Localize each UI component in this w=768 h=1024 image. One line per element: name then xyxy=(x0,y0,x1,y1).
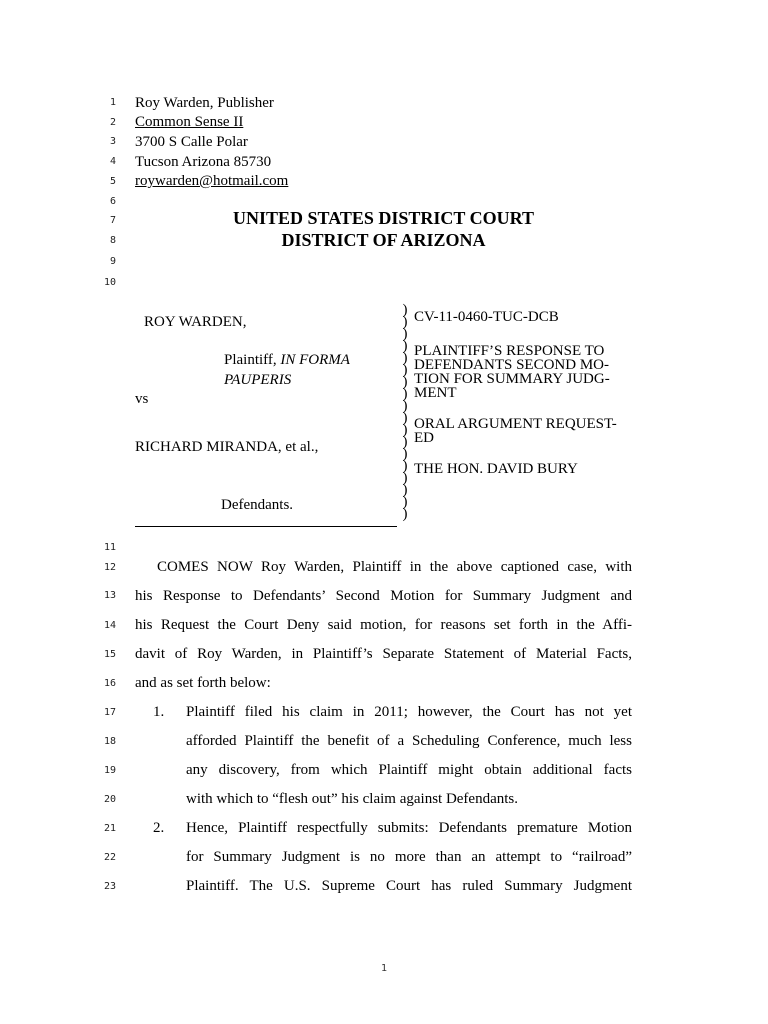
court-name: UNITED STATES DISTRICT COURT xyxy=(233,208,534,228)
line-number: 9 xyxy=(109,256,116,267)
author-name: Roy Warden, Publisher xyxy=(135,95,274,111)
caption-rule xyxy=(135,526,397,527)
publication-name: Common Sense II xyxy=(135,114,244,130)
line-number: 7 xyxy=(109,215,116,226)
street-address: 3700 S Calle Polar xyxy=(135,134,248,150)
ifp-label-2: PAUPERIS xyxy=(224,372,292,388)
plaintiff-name: ROY WARDEN, xyxy=(144,314,247,330)
item-number-2: 2. xyxy=(153,820,165,836)
line-number: 4 xyxy=(109,156,116,167)
defendant-role: Defendants. xyxy=(221,497,294,513)
line-number: 6 xyxy=(109,196,116,207)
body-line-18: afforded Plaintiff the benefit of a Scheduling Conference, much less xyxy=(186,733,632,749)
line-number: 18 xyxy=(103,736,116,747)
ifp-label-1: IN FORMA xyxy=(280,352,350,368)
line-number: 3 xyxy=(109,136,116,147)
line-number: 16 xyxy=(103,678,116,689)
body-line-21: Hence, Plaintiff respectfully submits: Defendants premature Motion xyxy=(186,820,632,836)
line-number: 21 xyxy=(103,823,116,834)
body-line-22: for Summary Judgment is no more than an attempt to “railroad” xyxy=(186,849,632,865)
line-number: 5 xyxy=(109,176,116,187)
line-number: 19 xyxy=(103,765,116,776)
page-number: 1 xyxy=(380,963,388,974)
body-line-17: Plaintiff filed his claim in 2011; however, the Court has not yet xyxy=(186,704,632,720)
body-line-19: any discovery, from which Plaintiff might obtain additional facts xyxy=(186,762,632,778)
line-number: 20 xyxy=(103,794,116,805)
body-line-12: COMES NOW Roy Warden, Plaintiff in the above captioned case, with xyxy=(157,559,632,575)
city-state-zip: Tucson Arizona 85730 xyxy=(135,154,272,170)
body-line-15: davit of Roy Warden, in Plaintiff’s Separate Statement of Material Facts, xyxy=(135,646,632,662)
line-number: 8 xyxy=(109,235,116,246)
versus-label: vs xyxy=(135,391,149,407)
document-title: PLAINTIFF’S RESPONSE TO DEFENDANTS SECOND MO- TION FOR SUMMARY JUDG- MENT xyxy=(414,343,610,401)
line-number: 15 xyxy=(103,649,116,660)
line-number: 17 xyxy=(103,707,116,718)
court-district: DISTRICT OF ARIZONA xyxy=(281,230,486,250)
line-number: 11 xyxy=(103,542,116,553)
body-line-14: his Request the Court Deny said motion, for reasons set forth in the Affi- xyxy=(135,617,632,633)
plaintiff-role xyxy=(224,351,350,369)
body-line-23: Plaintiff. The U.S. Supreme Court has ruled Summary Judgment xyxy=(186,878,632,894)
oral-argument-request: ORAL ARGUMENT REQUEST- ED xyxy=(414,416,617,446)
email-address: roywarden@hotmail.com xyxy=(135,173,289,189)
line-number: 2 xyxy=(109,117,116,128)
body-line-20: with which to “flesh out” his claim against Defendants. xyxy=(186,791,518,807)
judge-name: THE HON. DAVID BURY xyxy=(414,461,578,477)
line-number: 13 xyxy=(103,590,116,601)
line-number: 12 xyxy=(103,562,116,573)
body-line-16: and as set forth below: xyxy=(135,675,271,691)
line-number: 22 xyxy=(103,852,116,863)
plaintiff-label: Plaintiff, xyxy=(224,352,281,368)
defendant-name: RICHARD MIRANDA, et al., xyxy=(135,439,319,455)
line-number: 23 xyxy=(103,881,116,892)
line-number: 10 xyxy=(103,277,116,288)
body-line-13: his Response to Defendants’ Second Motion for Summary Judgment and xyxy=(135,588,632,604)
item-number-1: 1. xyxy=(153,704,165,720)
case-number: CV-11-0460-TUC-DCB xyxy=(414,309,559,325)
line-number: 1 xyxy=(109,97,116,108)
line-number: 14 xyxy=(103,620,116,631)
